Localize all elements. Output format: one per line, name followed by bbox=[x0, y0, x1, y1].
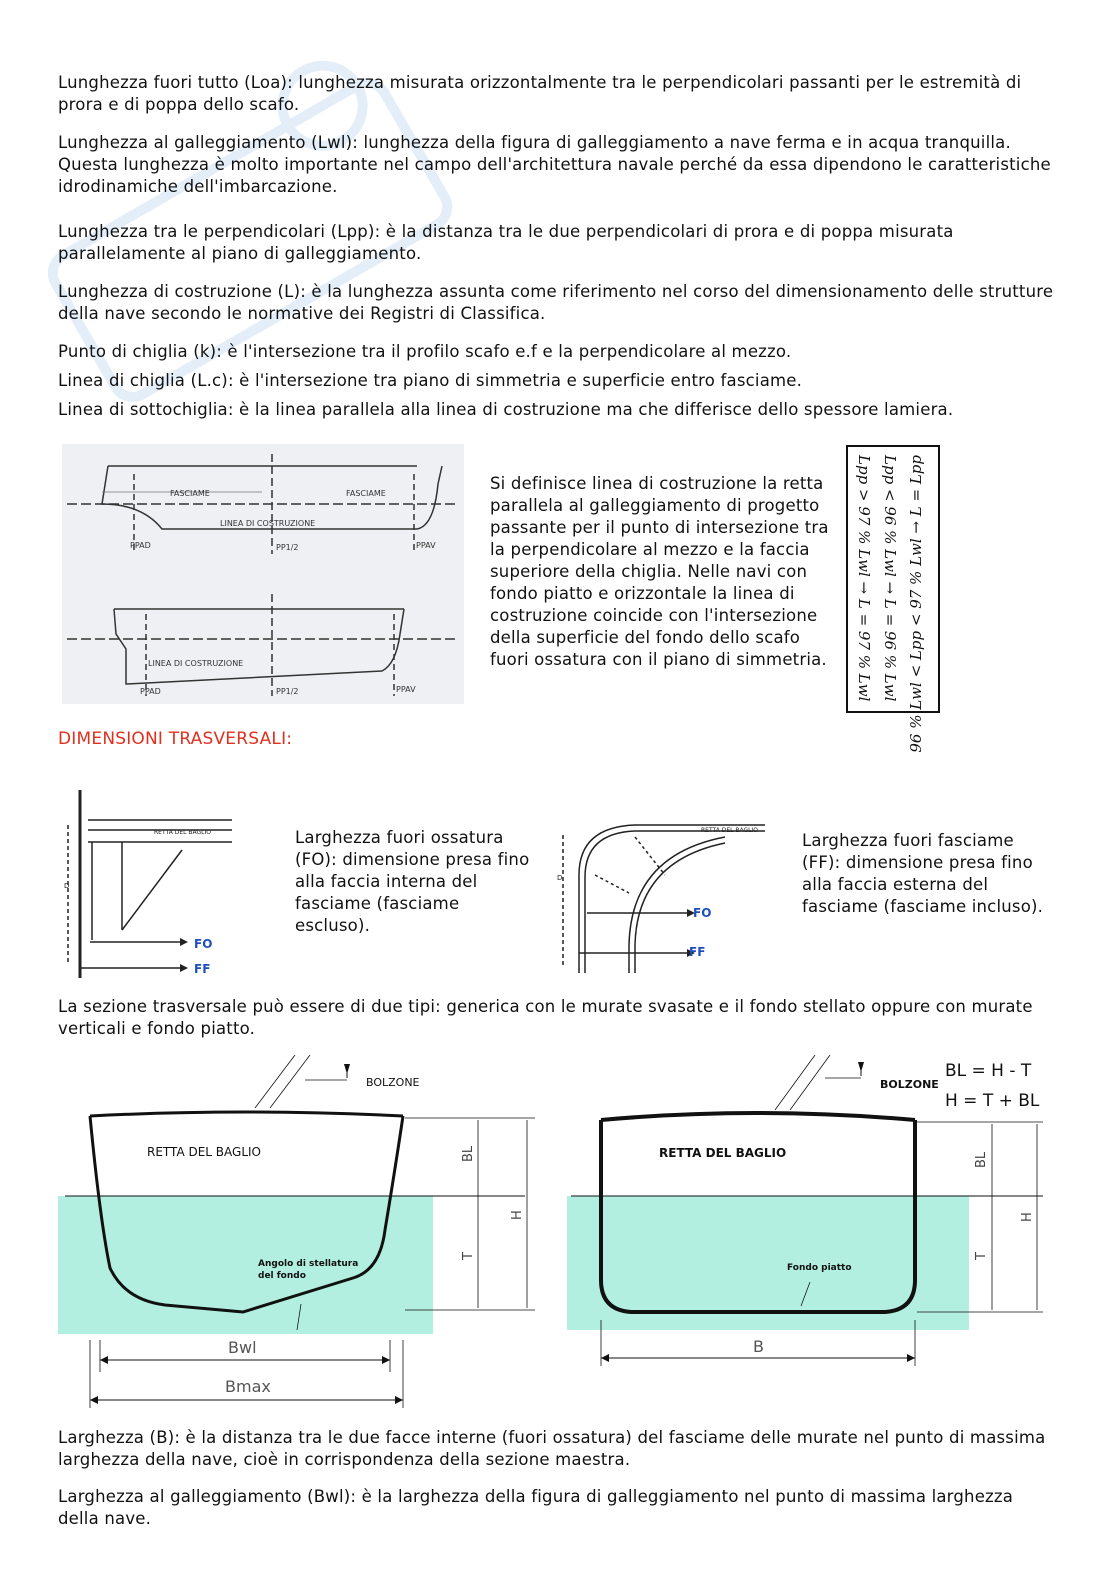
sezione-paragraph: La sezione trasversale può essere di due tipi: generica con le murate svasate e il fondo stellato oppure con murate verticali e fondo piatto. bbox=[58, 997, 1033, 1038]
length-rules-box bbox=[846, 445, 940, 753]
label-bl-1: BL bbox=[461, 1145, 476, 1162]
label-fo-2: FO bbox=[693, 906, 712, 920]
label-t-1: T bbox=[461, 1252, 476, 1260]
label-retta-baglio-sec-2: RETTA DEL BAGLIO bbox=[659, 1146, 787, 1160]
label-fasciame-left: FASCIAME bbox=[170, 489, 210, 498]
label-pp12-2: PP1/2 bbox=[276, 687, 299, 696]
hull-profile-diagram bbox=[62, 444, 464, 704]
label-ff-2: FF bbox=[689, 945, 706, 959]
label-fasciame-right: FASCIAME bbox=[346, 489, 386, 498]
equation-h: H = T + BL bbox=[945, 1091, 1040, 1111]
section-heading: DIMENSIONI TRASVERSALI: bbox=[58, 729, 293, 749]
label-linea-costruzione-2: LINEA DI COSTRUZIONE bbox=[148, 659, 244, 668]
label-linea-costruzione-1: LINEA DI COSTRUZIONE bbox=[220, 519, 316, 528]
label-b: B bbox=[753, 1337, 764, 1356]
label-fondo-piatto: Fondo piatto bbox=[787, 1263, 852, 1273]
label-pp12-1: PP1/2 bbox=[276, 543, 299, 552]
label-bl-2: BL bbox=[974, 1151, 989, 1168]
label-h-2: H bbox=[1020, 1212, 1035, 1222]
lc-paragraph: Linea di chiglia (L.c): è l'intersezione tra piano di simmetria e superficie entro fasciame. bbox=[58, 371, 803, 390]
label-ppav-2: PPAV bbox=[396, 685, 416, 694]
label-retta-baglio-2: RETTA DEL BAGLIO bbox=[701, 827, 758, 834]
section-flat-diagram bbox=[565, 1050, 1050, 1380]
l-paragraph: Lunghezza di costruzione (L): è la lunghezza assunta come riferimento nel corso del dimensionamento delle strutture della nave secondo le normative dei Registri di Classifica. bbox=[58, 282, 1054, 323]
section-generic-diagram bbox=[55, 1050, 550, 1410]
costruzione-paragraph: Si definisce linea di costruzione la retta parallela al galleggiamento di progetto passante per il punto di intersezione tra la perpendicolare al mezzo e la faccia superiore della chiglia. Nelle navi con fondo piatto e orizzontale la linea di costruzione coincide con l'intersezione della superficie del fondo dello scafo fuori ossatura con il piano di simmetria. bbox=[490, 474, 829, 669]
bwl-paragraph: Larghezza al galleggiamento (Bwl): è la larghezza della figura di galleggiamento nel punto di massima larghezza della nave. bbox=[58, 1487, 1014, 1528]
label-retta-baglio-sec-1: RETTA DEL BAGLIO bbox=[147, 1145, 261, 1159]
k-paragraph: Punto di chiglia (k): è l'intersezione tra il profilo scafo e.f e la perpendicolare al mezzo. bbox=[58, 342, 792, 361]
label-t-2: T bbox=[974, 1252, 989, 1260]
label-bwl: Bwl bbox=[228, 1338, 257, 1357]
label-bmax: Bmax bbox=[225, 1377, 271, 1396]
lpp-paragraph: Lunghezza tra le perpendicolari (Lpp): è la distanza tra le due perpendicolari di prora e di poppa misurata parallelamente al piano di galleggiamento. bbox=[58, 222, 954, 263]
ff-paragraph: Larghezza fuori fasciame (FF): dimensione presa fino alla faccia esterna del fasciame (fasciame incluso). bbox=[802, 831, 1044, 916]
label-ppad-1: PPAD bbox=[130, 541, 151, 550]
lwl-paragraph: Lunghezza al galleggiamento (Lwl): lunghezza della figura di galleggiamento a nave ferma e in acqua tranquilla. Questa lunghezza è molto importante nel campo dell'architettura navale perché da essa dipendono le caratteristiche idrodinamiche dell'imbarcazione. bbox=[58, 133, 1051, 196]
label-bolzone-2: BOLZONE bbox=[880, 1078, 939, 1091]
label-d-2: D bbox=[557, 874, 563, 882]
label-ppav-1: PPAV bbox=[416, 541, 436, 550]
rule-1: 96 % Lwl < Lpp < 97 % Lwl → L = Lpp bbox=[907, 455, 925, 753]
rule-2: Lpp < 96 % Lwl → L = 96 % Lwl bbox=[881, 455, 899, 702]
label-h-1: H bbox=[510, 1210, 525, 1220]
label-ff-1: FF bbox=[194, 962, 211, 976]
sottochiglia-paragraph: Linea di sottochiglia: è la linea parallela alla linea di costruzione ma che differisce dello spessore lamiera. bbox=[58, 400, 954, 419]
label-fo-1: FO bbox=[194, 937, 213, 951]
label-stellatura-2: del fondo bbox=[258, 1271, 306, 1281]
label-ppad-2: PPAD bbox=[140, 687, 161, 696]
label-retta-baglio-1: RETTA DEL BAGLIO bbox=[154, 829, 211, 836]
ff-detail-diagram bbox=[555, 815, 770, 975]
fo-paragraph: Larghezza fuori ossatura (FO): dimensione presa fino alla faccia interna del fasciame (fasciame escluso). bbox=[295, 828, 530, 935]
fo-detail-diagram bbox=[62, 780, 252, 980]
rule-3: Lpp > 97 % Lwl → L = 97 % Lwl bbox=[855, 455, 873, 702]
b-paragraph: Larghezza (B): è la distanza tra le due facce interne (fuori ossatura) del fasciame delle murate nel punto di massima larghezza della nave, cioè in corrispondenza della sezione maestra. bbox=[58, 1428, 1046, 1469]
label-stellatura-1: Angolo di stellatura bbox=[258, 1259, 359, 1269]
label-bolzone-1: BOLZONE bbox=[366, 1076, 420, 1089]
loa-paragraph: Lunghezza fuori tutto (Loa): lunghezza misurata orizzontalmente tra le perpendicolari passanti per le estremità di prora e di poppa dello scafo. bbox=[58, 73, 1022, 114]
equation-bl: BL = H - T bbox=[945, 1061, 1032, 1081]
label-d-1: D bbox=[64, 882, 70, 890]
